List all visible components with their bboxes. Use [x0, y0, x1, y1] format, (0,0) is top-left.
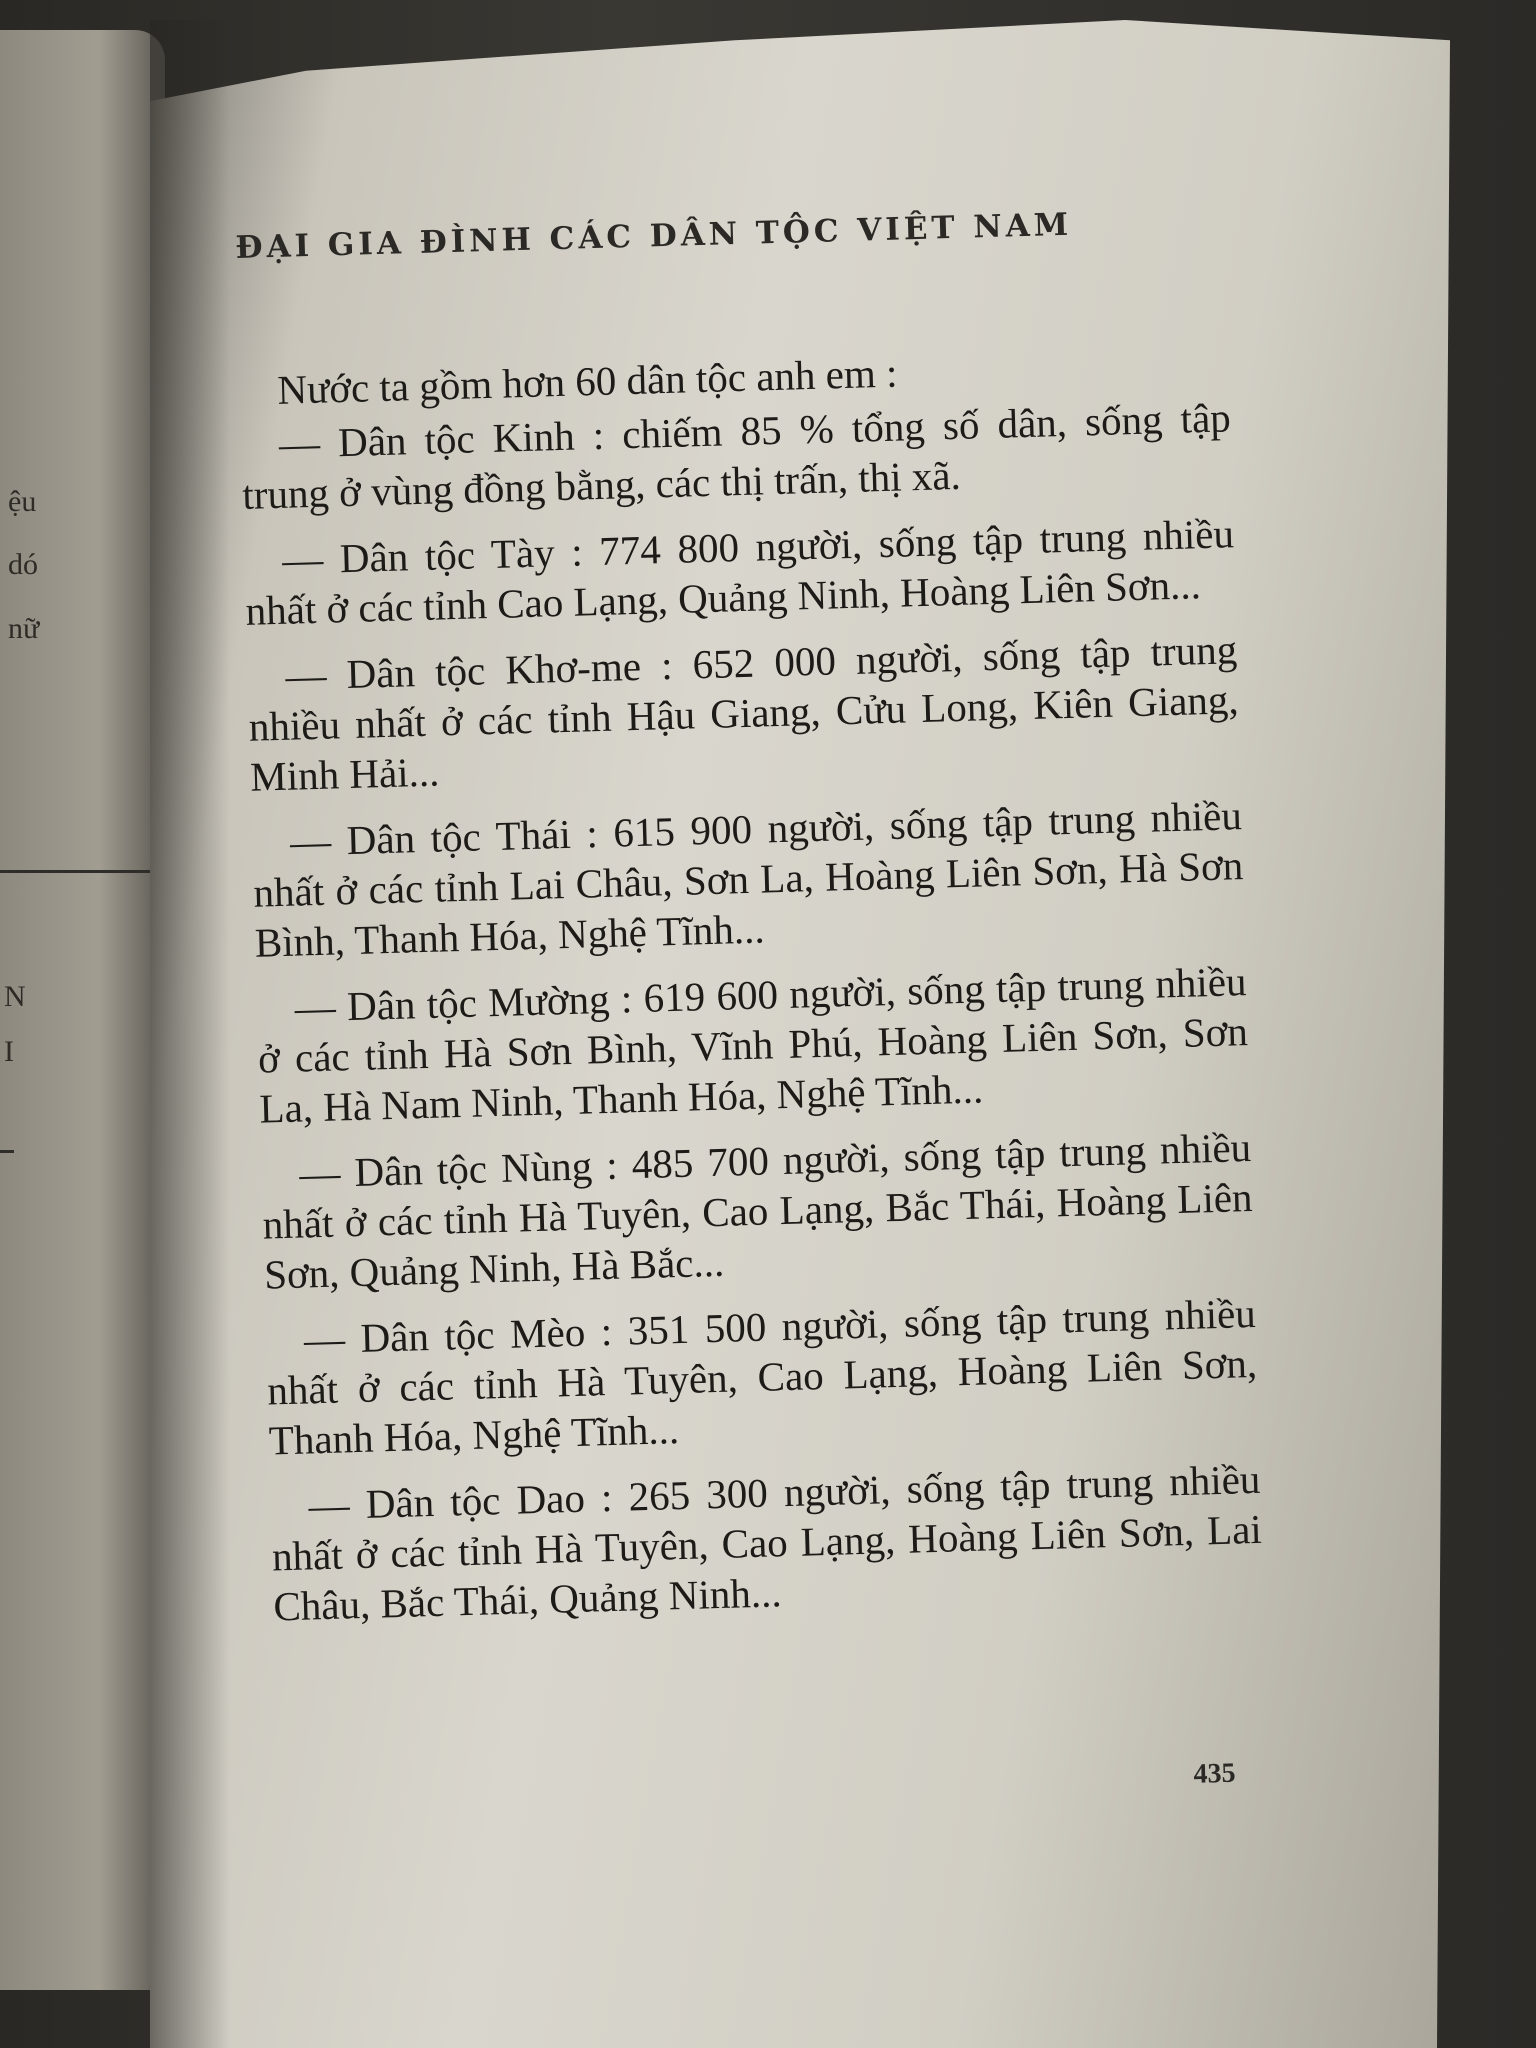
paragraph-meo: — Dân tộc Mèo : 351 500 người, sống tập trung nhiều nhất ở các tỉnh Hà Tuyên, Cao Lạng, Hoàng Liên Sơn, Thanh Hóa, Nghệ Tĩnh...: [266, 1289, 1258, 1464]
paragraph-nung: — Dân tộc Nùng : 485 700 người, sống tập trung nhiều nhất ở các tỉnh Hà Tuyên, Cao Lạng, Bắc Thái, Hoàng Liên Sơn, Quảng Ninh, Hà Bắc...: [262, 1123, 1254, 1298]
facing-page-fragment: N: [4, 980, 26, 1013]
facing-page-left: [0, 30, 165, 1990]
running-head: ĐẠI GIA ĐÌNH CÁC DÂN TỘC VIỆT NAM: [235, 206, 1073, 266]
facing-page-fragment: ệu: [8, 485, 37, 518]
facing-page-rule: [0, 870, 165, 873]
facing-page-rule: [0, 1150, 14, 1153]
page-number: 435: [1193, 1757, 1236, 1790]
facing-page-fragment: nữ: [8, 612, 40, 645]
facing-page-fragment: I: [4, 1035, 14, 1068]
intro-paragraph: Nước ta gồm hơn 60 dân tộc anh em :: [276, 349, 898, 413]
paragraph-thai: — Dân tộc Thái : 615 900 người, sống tập trung nhiều nhất ở các tỉnh Lai Châu, Sơn La, Hoàng Liên Sơn, Hà Sơn Bình, Thanh Hóa, Nghệ Tĩnh...: [252, 792, 1244, 966]
paragraph-kinh: — Dân tộc Kinh : chiếm 85 % tổng số dân, sống tập trung ở vùng đồng bằng, các thị trấn, thị xã.: [241, 394, 1232, 518]
gutter-shadow: [150, 20, 230, 2048]
facing-page-fragment: dó: [8, 548, 38, 581]
paragraph-dao: — Dân tộc Dao : 265 300 người, sống tập trung nhiều nhất ở các tỉnh Hà Tuyên, Cao Lạng, Hoàng Liên Sơn, Lai Châu, Bắc Thái, Quảng Ninh...: [271, 1455, 1263, 1630]
paragraph-khome: — Dân tộc Khơ-me : 652 000 người, sống tập trung nhiều nhất ở các tỉnh Hậu Giang, Cửu Long, Kiên Giang, Minh Hải...: [248, 626, 1240, 800]
paragraph-tay: — Dân tộc Tày : 774 800 người, sống tập trung nhiều nhất ở các tỉnh Cao Lạng, Quảng Ninh, Hoàng Liên Sơn...: [244, 510, 1235, 634]
page-content: [235, 202, 1269, 1829]
paragraph-muong: — Dân tộc Mường : 619 600 người, sống tập trung nhiều ở các tỉnh Hà Sơn Bình, Vĩnh Phú, Hoàng Liên Sơn, Sơn La, Hà Nam Ninh, Thanh Hóa, Nghệ Tĩnh...: [257, 958, 1249, 1132]
